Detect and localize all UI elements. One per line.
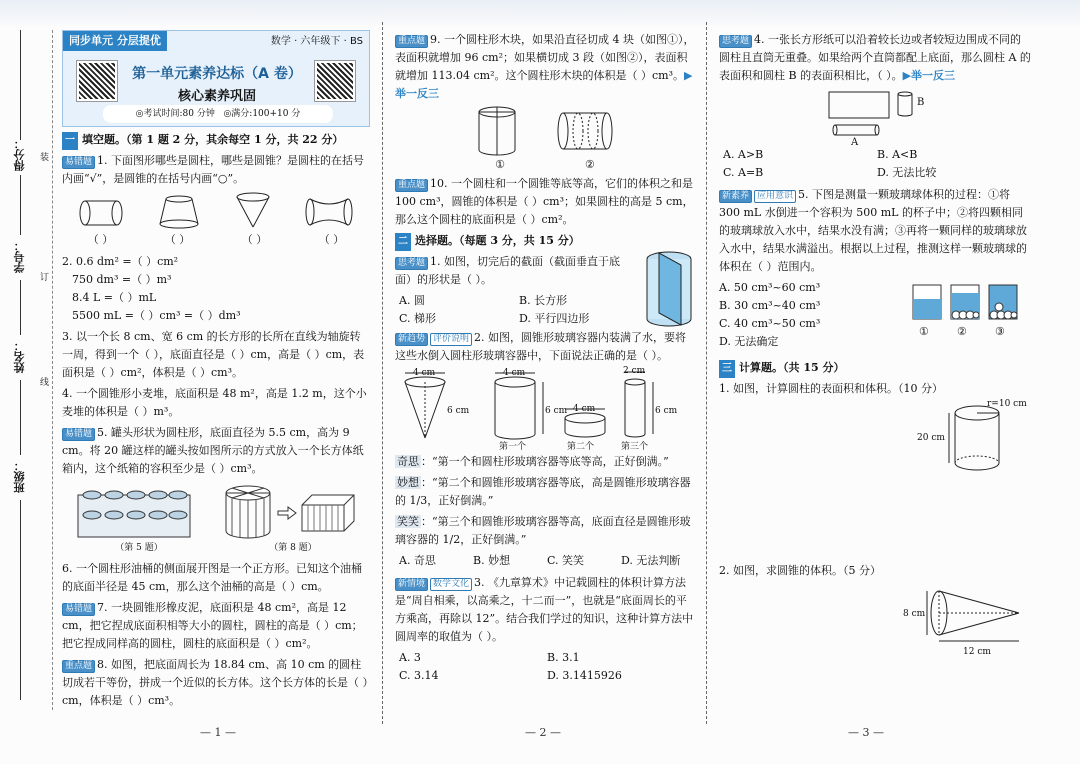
option-b[interactable]: B. 30 cm³~40 cm³ <box>719 299 821 312</box>
dimension-label: 12 cm <box>963 647 991 657</box>
cut-mark: 线 <box>40 378 50 388</box>
divider-line <box>20 30 21 140</box>
question-tag: 新素养 <box>719 190 752 203</box>
figure-label: ① <box>919 325 929 338</box>
question-9 <box>395 31 695 103</box>
options <box>395 552 695 570</box>
cylinder-label: B <box>917 97 925 108</box>
container-label: 第一个 <box>499 442 527 452</box>
column-divider <box>382 22 383 724</box>
question-tag: 易错题 <box>62 603 95 616</box>
speaker-name: 妙想 <box>397 476 419 489</box>
question-6: 6. 一个圆柱形油桶的侧面展开图是一个正方形。已知这个油桶的底面半径是 45 cm，那么这个油桶的高是（ ）cm。 <box>62 562 362 593</box>
question-text: 8. 如图，把底面周长为 18.84 cm、高 10 cm 的圆柱切成若干等份，拼成一个近似的长方体。这个长方体的长是（ ）cm，体积是（ ）cm³。 <box>62 658 368 707</box>
dimension-label: 20 cm <box>917 433 945 443</box>
option-b[interactable]: B. A<B <box>877 148 918 161</box>
qr-code-icon <box>77 61 117 101</box>
question-7 <box>62 599 370 653</box>
column-divider <box>706 22 707 724</box>
answer-blank: （ ） <box>164 233 191 246</box>
question-8 <box>62 656 370 710</box>
options <box>395 649 695 685</box>
cylinder-label: A <box>851 137 859 148</box>
speaker-name: 笑笑 <box>397 515 419 528</box>
calc-1: 1. 如图，计算圆柱的表面积和体积。（10 分） <box>719 382 943 395</box>
question-tag: 新情境 <box>395 578 428 591</box>
series-banner: 同步单元 分层提优 <box>63 31 167 51</box>
choice-5-body <box>719 279 1031 357</box>
figure-label: ② <box>585 158 595 171</box>
option-c[interactable]: C. 40 cm³~50 cm³ <box>719 317 821 330</box>
dimension-label: 4 cm <box>573 404 596 414</box>
options <box>719 146 1031 182</box>
option-d[interactable]: D. 无法比较 <box>877 166 937 179</box>
qr-code-icon <box>315 61 355 101</box>
answer-blanks <box>62 231 370 249</box>
question-tag: 新趋势 <box>395 333 428 346</box>
option-d[interactable]: D. 无法确定 <box>719 335 779 348</box>
section-title: 计算题。（共 15 分） <box>739 361 845 374</box>
cylinder-cut-horizontal-figure <box>555 106 615 156</box>
statement-text: ：“第三个和圆锥形玻璃容器等高，底面直径是圆锥形玻璃容器的 1/2，正好倒满。” <box>395 515 691 546</box>
top-band <box>0 0 1080 26</box>
exam-header <box>62 30 370 127</box>
section-number: 三 <box>719 360 735 378</box>
question-text: 1. 如图，切完后的截面（截面垂直于底面）的形状是（ ）。 <box>395 255 621 286</box>
exam-time: ◎考试时间:80 分钟 <box>135 109 215 119</box>
choice-5 <box>719 186 1031 276</box>
cans-in-box-figure <box>74 481 194 539</box>
calc-1-area <box>719 401 1031 561</box>
question-tag: 应用意识 <box>754 190 796 203</box>
cylinder-sideways-icon <box>77 197 125 229</box>
question-text: 3. 《九章算术》中记载圆柱的体积计算方法是“周自相乘，以高乘之，十二而一”，也就是“底面周长的平方乘高，再除以 12”。结合我们学过的知识，这种计算方法中圆周率的取值为（ ）。 <box>395 576 694 643</box>
cut-cylinder-figure <box>643 249 695 329</box>
option-a[interactable]: A. 圆 <box>399 294 425 307</box>
frustum-icon <box>155 193 203 229</box>
question-tag: 思考题 <box>719 35 752 48</box>
container-label: 第二个 <box>567 442 595 452</box>
option-c[interactable]: C. A=B <box>723 166 764 179</box>
choice-3 <box>395 574 695 646</box>
rolled-paper-figure <box>719 88 1031 146</box>
figure-label: ② <box>957 325 967 338</box>
question-text: 5. 下图是测量一颗玻璃球体积的过程：①将 300 mL 水倒进一个容积为 500 mL 的杯子中；②将四颗相同的玻璃球放入水中，结果水没有满；③再将一颗同样的玻璃球放入水中，结果水满溢出。根据以上过程，推测这样一颗玻璃球的体积在（ ）范围内。 <box>719 188 1027 273</box>
statement-text: ：“第二个和圆锥形玻璃容器等底，高是圆锥形玻璃容器的 1/3，正好倒满。” <box>395 476 691 507</box>
choice-1 <box>395 253 695 328</box>
page-number: — 3 — <box>848 726 884 739</box>
question-10 <box>395 175 695 229</box>
exam-title: 第一单元素养达标（A 卷） <box>132 66 302 82</box>
question-tag: 重点题 <box>395 35 428 48</box>
solid-figures <box>62 191 370 229</box>
question-text: 4. 一张长方形纸可以沿着较长边或者较短边围成不同的圆柱且直筒无重叠。如果给两个直筒都配上底面，那么圆柱 A 的表面积和圆柱 B 的表面积相比，（ ）。 <box>719 33 1031 82</box>
options <box>719 279 899 351</box>
conversion-line: 5500 mL =（ ）cm³ =（ ）dm³ <box>72 309 241 322</box>
option-b[interactable]: B. 3.1 <box>547 651 580 664</box>
section-heading <box>719 359 1031 378</box>
option-a[interactable]: A. A>B <box>723 148 764 161</box>
question-4: 4. 一个圆锥形小麦堆，底面积是 48 m²，高是 1.2 m，这个小麦堆的体积是（ ）m³。 <box>62 387 367 418</box>
figure-label: ③ <box>995 325 1005 338</box>
question-1 <box>62 152 370 188</box>
section-number: 一 <box>62 132 78 150</box>
calc-2-area <box>719 583 1031 663</box>
student-id-label: 学号： <box>13 240 26 273</box>
speaker-name: 奇思 <box>397 455 419 468</box>
question-5 <box>62 424 370 478</box>
exam-score: ◎满分:100+10 分 <box>223 109 301 119</box>
container-label: 第三个 <box>621 442 649 452</box>
cylinder-to-prism-figure <box>218 481 358 539</box>
statement-text: ：“第一个和圆柱形玻璃容器等底等高，正好倒满。” <box>421 455 669 468</box>
page-3-column <box>719 30 1031 663</box>
cut-mark: 订 <box>40 273 50 283</box>
section-title: 填空题。（第 1 题 2 分，其余每空 1 分，共 22 分） <box>82 133 344 146</box>
name-label: 姓名： <box>13 340 26 373</box>
dimension-label: 4 cm <box>413 368 436 378</box>
exam-subtitle: 核心素养巩固 <box>177 89 256 104</box>
page-number: — 2 — <box>525 726 561 739</box>
option-c[interactable]: C. 梯形 <box>399 312 437 325</box>
question-tag: 评价说明 <box>430 333 472 346</box>
option-d[interactable]: D. 无法判断 <box>621 554 681 567</box>
dimension-label: 6 cm <box>655 406 678 416</box>
conversion-line: 2. 0.6 dm² =（ ）cm² <box>62 255 179 268</box>
score-label: 得分： <box>13 138 26 171</box>
section-title: 选择题。（每题 3 分，共 15 分） <box>415 234 580 247</box>
containers-figure <box>395 368 695 452</box>
options <box>395 292 639 328</box>
question-text: 7. 一块圆锥形橡皮泥，底面积是 48 cm²，高是 12 cm，把它捏成底面积相等大小的圆柱，圆柱的高是（ ）cm；把它捏成同样高的圆柱，圆柱的底面积是（ ）cm²。 <box>62 601 363 650</box>
option-d[interactable]: D. 3.1415926 <box>547 669 622 682</box>
option-c[interactable]: C. 3.14 <box>399 669 439 682</box>
figure-caption: （第 5 题） <box>115 543 163 553</box>
question-2 <box>62 253 370 325</box>
binding-sidebar <box>0 0 52 764</box>
question-tag: 思考题 <box>395 257 428 270</box>
option-b[interactable]: B. 长方形 <box>519 294 568 307</box>
dimension-label: 6 cm <box>545 406 568 416</box>
dimension-label: 8 cm <box>903 609 926 619</box>
conversion-line: 8.4 L =（ ）mL <box>72 291 157 304</box>
dimension-label: 2 cm <box>623 366 646 376</box>
question-9-figures <box>395 106 695 156</box>
calc-2: 2. 如图，求圆锥的体积。（5 分） <box>719 564 881 577</box>
statement-miaoxiang <box>395 474 695 510</box>
subject-label: 数学 · 六年级下 · BS <box>270 36 363 47</box>
answer-blank: （ ） <box>87 233 114 246</box>
divider-line <box>20 380 21 455</box>
figure-caption: （第 8 题） <box>269 543 317 553</box>
divider-line <box>20 280 21 335</box>
question-tag: 重点题 <box>395 179 428 192</box>
question-5-8-figures <box>62 481 370 539</box>
divider-line <box>20 500 21 700</box>
question-tag: 易错题 <box>62 156 95 169</box>
dimension-label: 6 cm <box>447 406 470 416</box>
page-1-column <box>62 30 370 713</box>
statement-xiaoxiao <box>395 513 695 549</box>
section-heading <box>62 131 370 150</box>
choice-4 <box>719 31 1031 85</box>
more-examples-link[interactable]: ▶举一反三 <box>395 69 693 100</box>
option-c[interactable]: C. 笑笑 <box>547 554 585 567</box>
page-number: — 1 — <box>200 726 236 739</box>
page-2-column <box>395 30 695 685</box>
figure-labels <box>395 156 695 174</box>
answer-blank: （ ） <box>318 233 345 246</box>
cut-line <box>52 30 53 710</box>
dimension-label: r=10 cm <box>987 399 1027 409</box>
cut-mark: 装 <box>40 153 50 163</box>
class-label: 班级： <box>13 460 26 493</box>
option-d[interactable]: D. 平行四边形 <box>519 312 590 325</box>
more-examples-link[interactable]: ▶举一反三 <box>902 69 956 82</box>
question-tag: 数学文化 <box>430 578 472 591</box>
question-text: 10. 一个圆柱和一个圆锥等底等高，它们的体积之和是 100 cm³，圆锥的体积是（ ）cm³；如果圆柱的高是 5 cm，那么这个圆柱的底面积是（ ）cm²。 <box>395 177 694 226</box>
section-number: 二 <box>395 233 411 251</box>
figure-captions <box>62 539 370 557</box>
option-a[interactable]: A. 50 cm³~60 cm³ <box>719 281 821 294</box>
figure-label: ① <box>495 158 505 171</box>
question-3: 3. 以一个长 8 cm、宽 6 cm 的长方形的长所在直线为轴旋转一周，得到一个（ ），底面直径是（ ）cm，高是（ ）cm，表面积是（ ）cm²，体积是（ ）cm³。 <box>62 330 365 379</box>
hourglass-cylinder-icon <box>303 195 355 229</box>
inverted-cone-icon <box>233 191 273 229</box>
question-text: 1. 下面图形哪些是圆柱，哪些是圆锥？是圆柱的在括号内画“√”，是圆锥的在括号内画“○”。 <box>62 154 365 185</box>
rolled-paper-drawing <box>719 88 1031 146</box>
dimension-label: 4 cm <box>503 368 526 378</box>
question-text: 5. 罐头形状为圆柱形，底面直径为 5.5 cm，高为 9 cm。将 20 罐这样的罐头按如图所示的方式放入一个长方体纸箱内，这个纸箱的容积至少是（ ）cm³。 <box>62 426 364 475</box>
question-text: 2. 如图，圆锥形玻璃容器内装满了水，要将这些水倒入圆柱形玻璃容器中，下面说法正确的是（ ）。 <box>395 331 687 362</box>
exam-info <box>103 105 333 123</box>
question-tag: 易错题 <box>62 428 95 441</box>
option-a[interactable]: A. 3 <box>399 651 421 664</box>
cylinder-cut-vertical-figure <box>475 106 519 156</box>
option-a[interactable]: A. 奇思 <box>399 554 436 567</box>
question-tag: 重点题 <box>62 660 95 673</box>
conversion-line: 750 dm³ =（ ）m³ <box>72 273 172 286</box>
divider-line <box>20 175 21 235</box>
question-text: 9. 一个圆柱形木块，如果沿直径切成 4 块（如图①），表面积就增加 96 cm²；如果横切成 3 段（如图②），表面积就增加 113.04 cm²。这个圆柱形木块的体积是（ ）cm³。 <box>395 33 695 82</box>
option-b[interactable]: B. 妙想 <box>473 554 511 567</box>
answer-blank: （ ） <box>241 233 268 246</box>
choice-2 <box>395 329 695 365</box>
statement-qisi <box>395 453 695 471</box>
